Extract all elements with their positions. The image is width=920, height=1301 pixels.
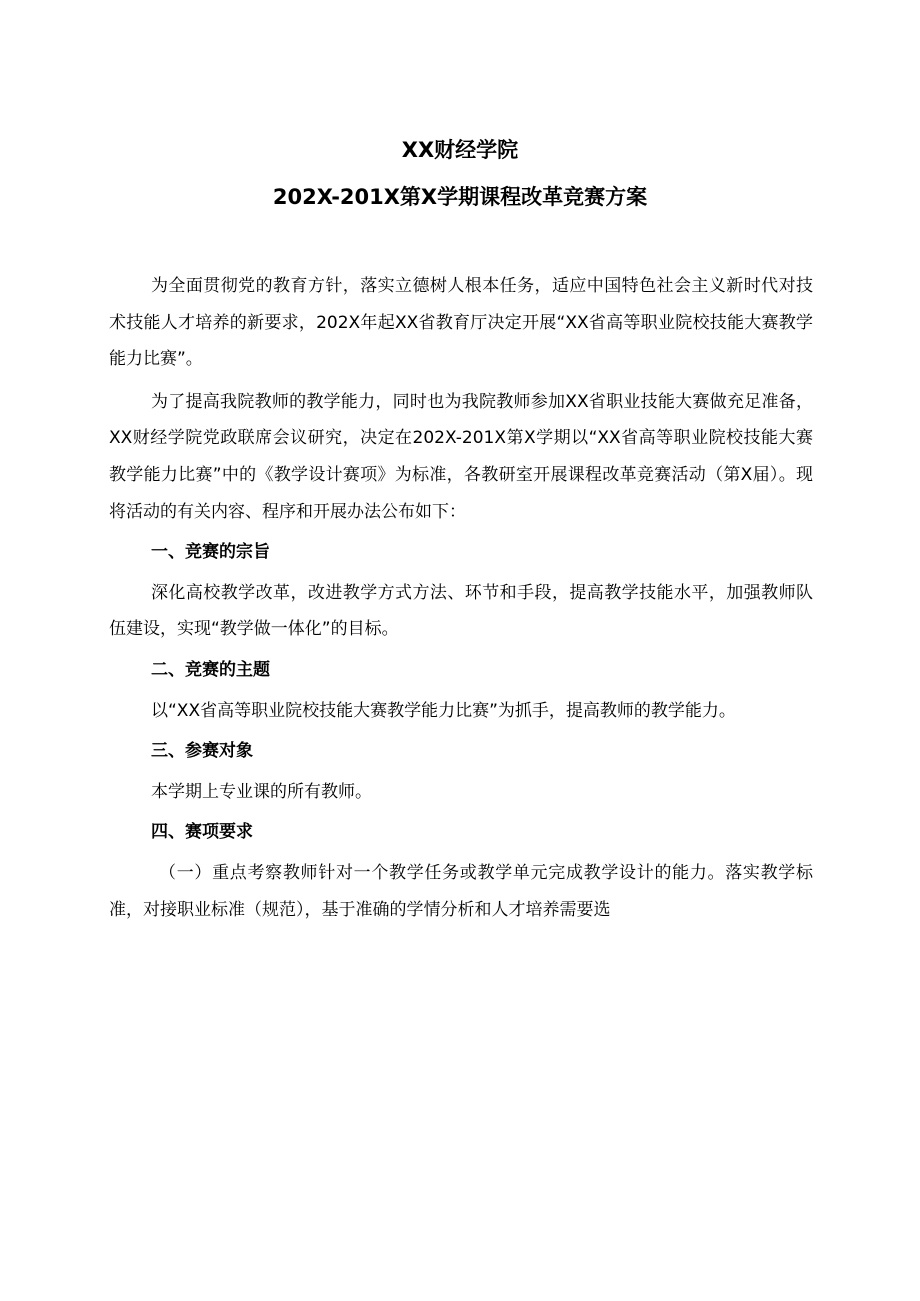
document-title-institution: XX财经学院	[401, 138, 519, 162]
intro-paragraph-2: 为了提高我院教师的教学能力，同时也为我院教师参加XX省职业技能大赛做充足准备，XX财经学院党政联席会议研究，决定在202X-201X第X学期以“XX省高等职业院校技能大赛教学能力比赛”中的《教学设计赛项》为标准，各教研室开展课程改革竞赛活动（第X届）。现将活动的有关内容、程序和开展办法公布如下：	[109, 391, 813, 522]
section-body-participants: 本学期上专业课的所有教师。	[151, 781, 372, 802]
section-heading-participants: 三、参赛对象	[151, 741, 253, 762]
section-heading-theme: 二、竞赛的主题	[151, 659, 270, 680]
section-body-theme: 以“XX省高等职业院校技能大赛教学能力比赛”为抓手，提高教师的教学能力。	[151, 700, 736, 721]
section-heading-requirements: 四、赛项要求	[151, 822, 253, 843]
section-body-requirements: （一）重点考察教师针对一个教学任务或教学单元完成教学设计的能力。落实教学标准，对接职业标准（规范），基于准确的学情分析和人才培养需要选	[109, 862, 813, 920]
intro-paragraph-1: 为全面贯彻党的教育方针，落实立德树人根本任务，适应中国特色社会主义新时代对技术技能人才培养的新要求，202X年起XX省教育厅决定开展“XX省高等职业院校技能大赛教学能力比赛”。	[109, 276, 813, 370]
section-heading-purpose: 一、竞赛的宗旨	[151, 542, 270, 563]
section-body-purpose: 深化高校教学改革，改进教学方式方法、环节和手段，提高教学技能水平，加强教师队伍建设，实现“教学做一体化”的目标。	[109, 582, 813, 640]
document-body	[109, 268, 813, 928]
document-title-plan: 202X-201X第X学期课程改革竞赛方案	[272, 185, 648, 209]
